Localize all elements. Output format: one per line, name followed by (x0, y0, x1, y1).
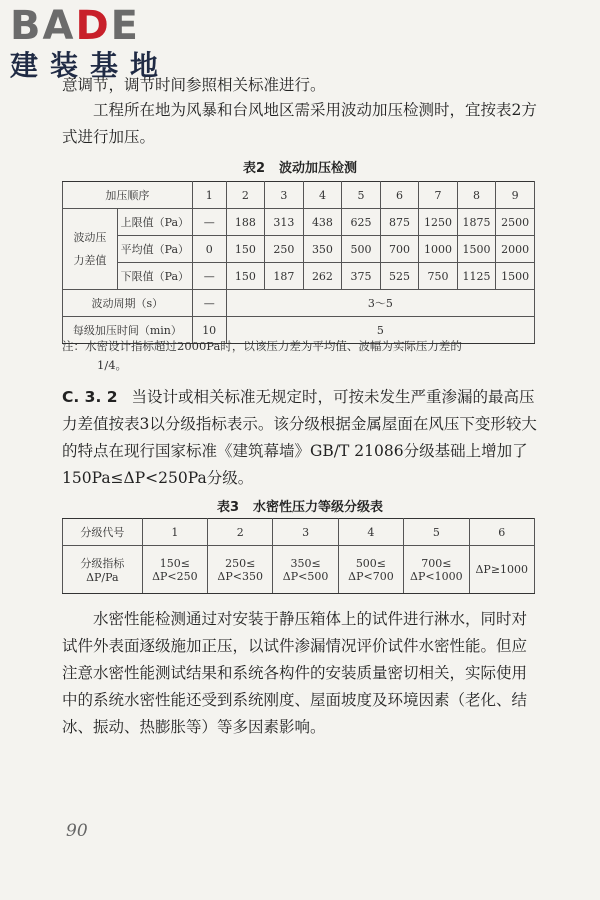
table-cell (404, 546, 469, 594)
range-upper: ΔP<350 (217, 569, 263, 583)
table-cell: ΔP≥1000 (469, 546, 534, 594)
range-upper: ΔP<500 (282, 569, 329, 583)
table-cell: 1250 (419, 209, 458, 236)
table-row (63, 290, 535, 317)
table-cell: 438 (303, 209, 342, 236)
section-number: C. 3. 2 (62, 388, 118, 406)
table-cell: 2 (208, 519, 273, 546)
paragraph-continued: 意调节，调节时间参照相关标准进行。 (62, 76, 326, 94)
table-cell: 1 (192, 182, 226, 209)
table-cell: 250 (265, 236, 304, 263)
index-unit: ΔP/Pa (86, 571, 119, 584)
table-cell: 1500 (457, 236, 496, 263)
table-row (63, 236, 535, 263)
table-cell: 625 (342, 209, 381, 236)
table-cell: 150 (226, 236, 265, 263)
table-cell (208, 546, 273, 594)
table-cell: 3 (265, 182, 304, 209)
table-cell: — (192, 209, 226, 236)
table-cell: 10 (192, 317, 226, 344)
range-lower: 500≤ (355, 556, 387, 570)
range-lower: 150≤ (159, 556, 190, 570)
table-3-caption (0, 496, 600, 515)
table-cell: 1875 (457, 209, 496, 236)
table-header-cell: 分级代号 (63, 519, 143, 546)
range-upper: ΔP<250 (152, 569, 198, 583)
table-cell: — (192, 263, 226, 290)
table-header-cell: 下限值（Pa） (117, 263, 192, 290)
table-cell: 4 (303, 182, 342, 209)
table-cell: 6 (380, 182, 419, 209)
table-cell: 1 (142, 519, 207, 546)
table-header-cell: 每级加压时间（min） (63, 317, 193, 344)
table-cell: 313 (265, 209, 304, 236)
table-cell: 1000 (419, 236, 458, 263)
table-header-cell: 波动压力差值 (63, 209, 118, 290)
table-cell: 5 (226, 317, 534, 344)
table-2-note (62, 337, 540, 375)
range-upper: ΔP<700 (348, 569, 394, 583)
table-cell: 1500 (496, 263, 535, 290)
table-cell: 188 (226, 209, 265, 236)
table-cell: 4 (338, 519, 403, 546)
table-header-cell (63, 546, 143, 594)
table-cell: 8 (457, 182, 496, 209)
table-cell (142, 546, 207, 594)
table-cell: 9 (496, 182, 535, 209)
table-cell: — (192, 290, 226, 317)
table-cell: 500 (342, 236, 381, 263)
section-c-3-2 (62, 384, 542, 492)
table-2-wave-pressure (62, 181, 535, 344)
table-cell: 2 (226, 182, 265, 209)
table-cell: 3 (273, 519, 338, 546)
table-header-cell: 平均值（Pa） (117, 236, 192, 263)
table-3-number: 表3 (216, 500, 240, 515)
range-lower: 250≤ (225, 556, 256, 570)
table-cell: 750 (419, 263, 458, 290)
table-3-title: 水密性压力等级分级表 (253, 500, 384, 515)
table-2-caption (0, 157, 600, 176)
table-cell: 0 (192, 236, 226, 263)
table-cell: 375 (342, 263, 381, 290)
range-lower: 700≤ (421, 556, 452, 570)
table-cell: 350 (303, 236, 342, 263)
table-cell (273, 546, 338, 594)
range-lower: 350≤ (290, 556, 321, 570)
table-row (63, 182, 535, 209)
logo-subtitle: 建装基地 (10, 49, 171, 82)
table-cell: 2500 (496, 209, 535, 236)
table-cell: 2000 (496, 236, 535, 263)
table-cell: 5 (404, 519, 469, 546)
section-text: 当设计或相关标准无规定时，可按未发生严重渗漏的最高压力差值按表3以分级指标表示。该分级根据金属屋面在风压下变形较大的特点在现行国家标准《建筑幕墙》GB/T 21086分级基础上增加了150Pa≤ΔP<250Pa分级。 (62, 388, 537, 487)
table-cell: 1125 (457, 263, 496, 290)
table-header-cell: 波动周期（s） (63, 290, 193, 317)
table-header-cell: 上限值（Pa） (117, 209, 192, 236)
table-cell: 7 (419, 182, 458, 209)
table-cell (338, 546, 403, 594)
table-cell: 3～5 (226, 290, 534, 317)
site-logo (10, 4, 180, 82)
table-row (63, 546, 535, 594)
table-row (63, 209, 535, 236)
paragraph-watertightness: 水密性能检测通过对安装于静压箱体上的试件进行淋水，同时对试件外表面逐级施加正压，以试件渗漏情况评价试件水密性能。但应注意水密性能测试结果和系统各构件的安装质量密切相关，实际使用中的系统水密性能还受到系统刚度、屋面坡度及环境因素（老化、结冰、振动、热膨胀等）等多因素影响。 (62, 610, 528, 736)
table-row (63, 263, 535, 290)
range-upper: ΔP<1000 (410, 569, 463, 583)
table-cell: 5 (342, 182, 381, 209)
table-cell: 525 (380, 263, 419, 290)
table-2-number: 表2 (242, 161, 266, 176)
table-cell: 187 (265, 263, 304, 290)
table-cell: 875 (380, 209, 419, 236)
paragraph-wave-pressure: 工程所在地为风暴和台风地区需采用波动加压检测时，宜按表2方式进行加压。 (62, 101, 537, 146)
table-cell: 150 (226, 263, 265, 290)
logo-wordmark: BADE (10, 3, 140, 49)
table-cell: 6 (469, 519, 534, 546)
note-line: 注：水密设计指标超过2000Pa时，以该压力差为平均值、波幅为实际压力差的 (62, 339, 462, 353)
index-label: 分级指标 (80, 557, 125, 570)
page-number: 90 (66, 821, 88, 841)
note-line-continued: 1/4。 (97, 358, 128, 372)
table-cell: 700 (380, 236, 419, 263)
table-header-cell: 加压顺序 (63, 182, 193, 209)
table-cell: 262 (303, 263, 342, 290)
table-3-grading (62, 518, 535, 594)
table-2-title: 波动加压检测 (279, 161, 358, 176)
table-row (63, 519, 535, 546)
